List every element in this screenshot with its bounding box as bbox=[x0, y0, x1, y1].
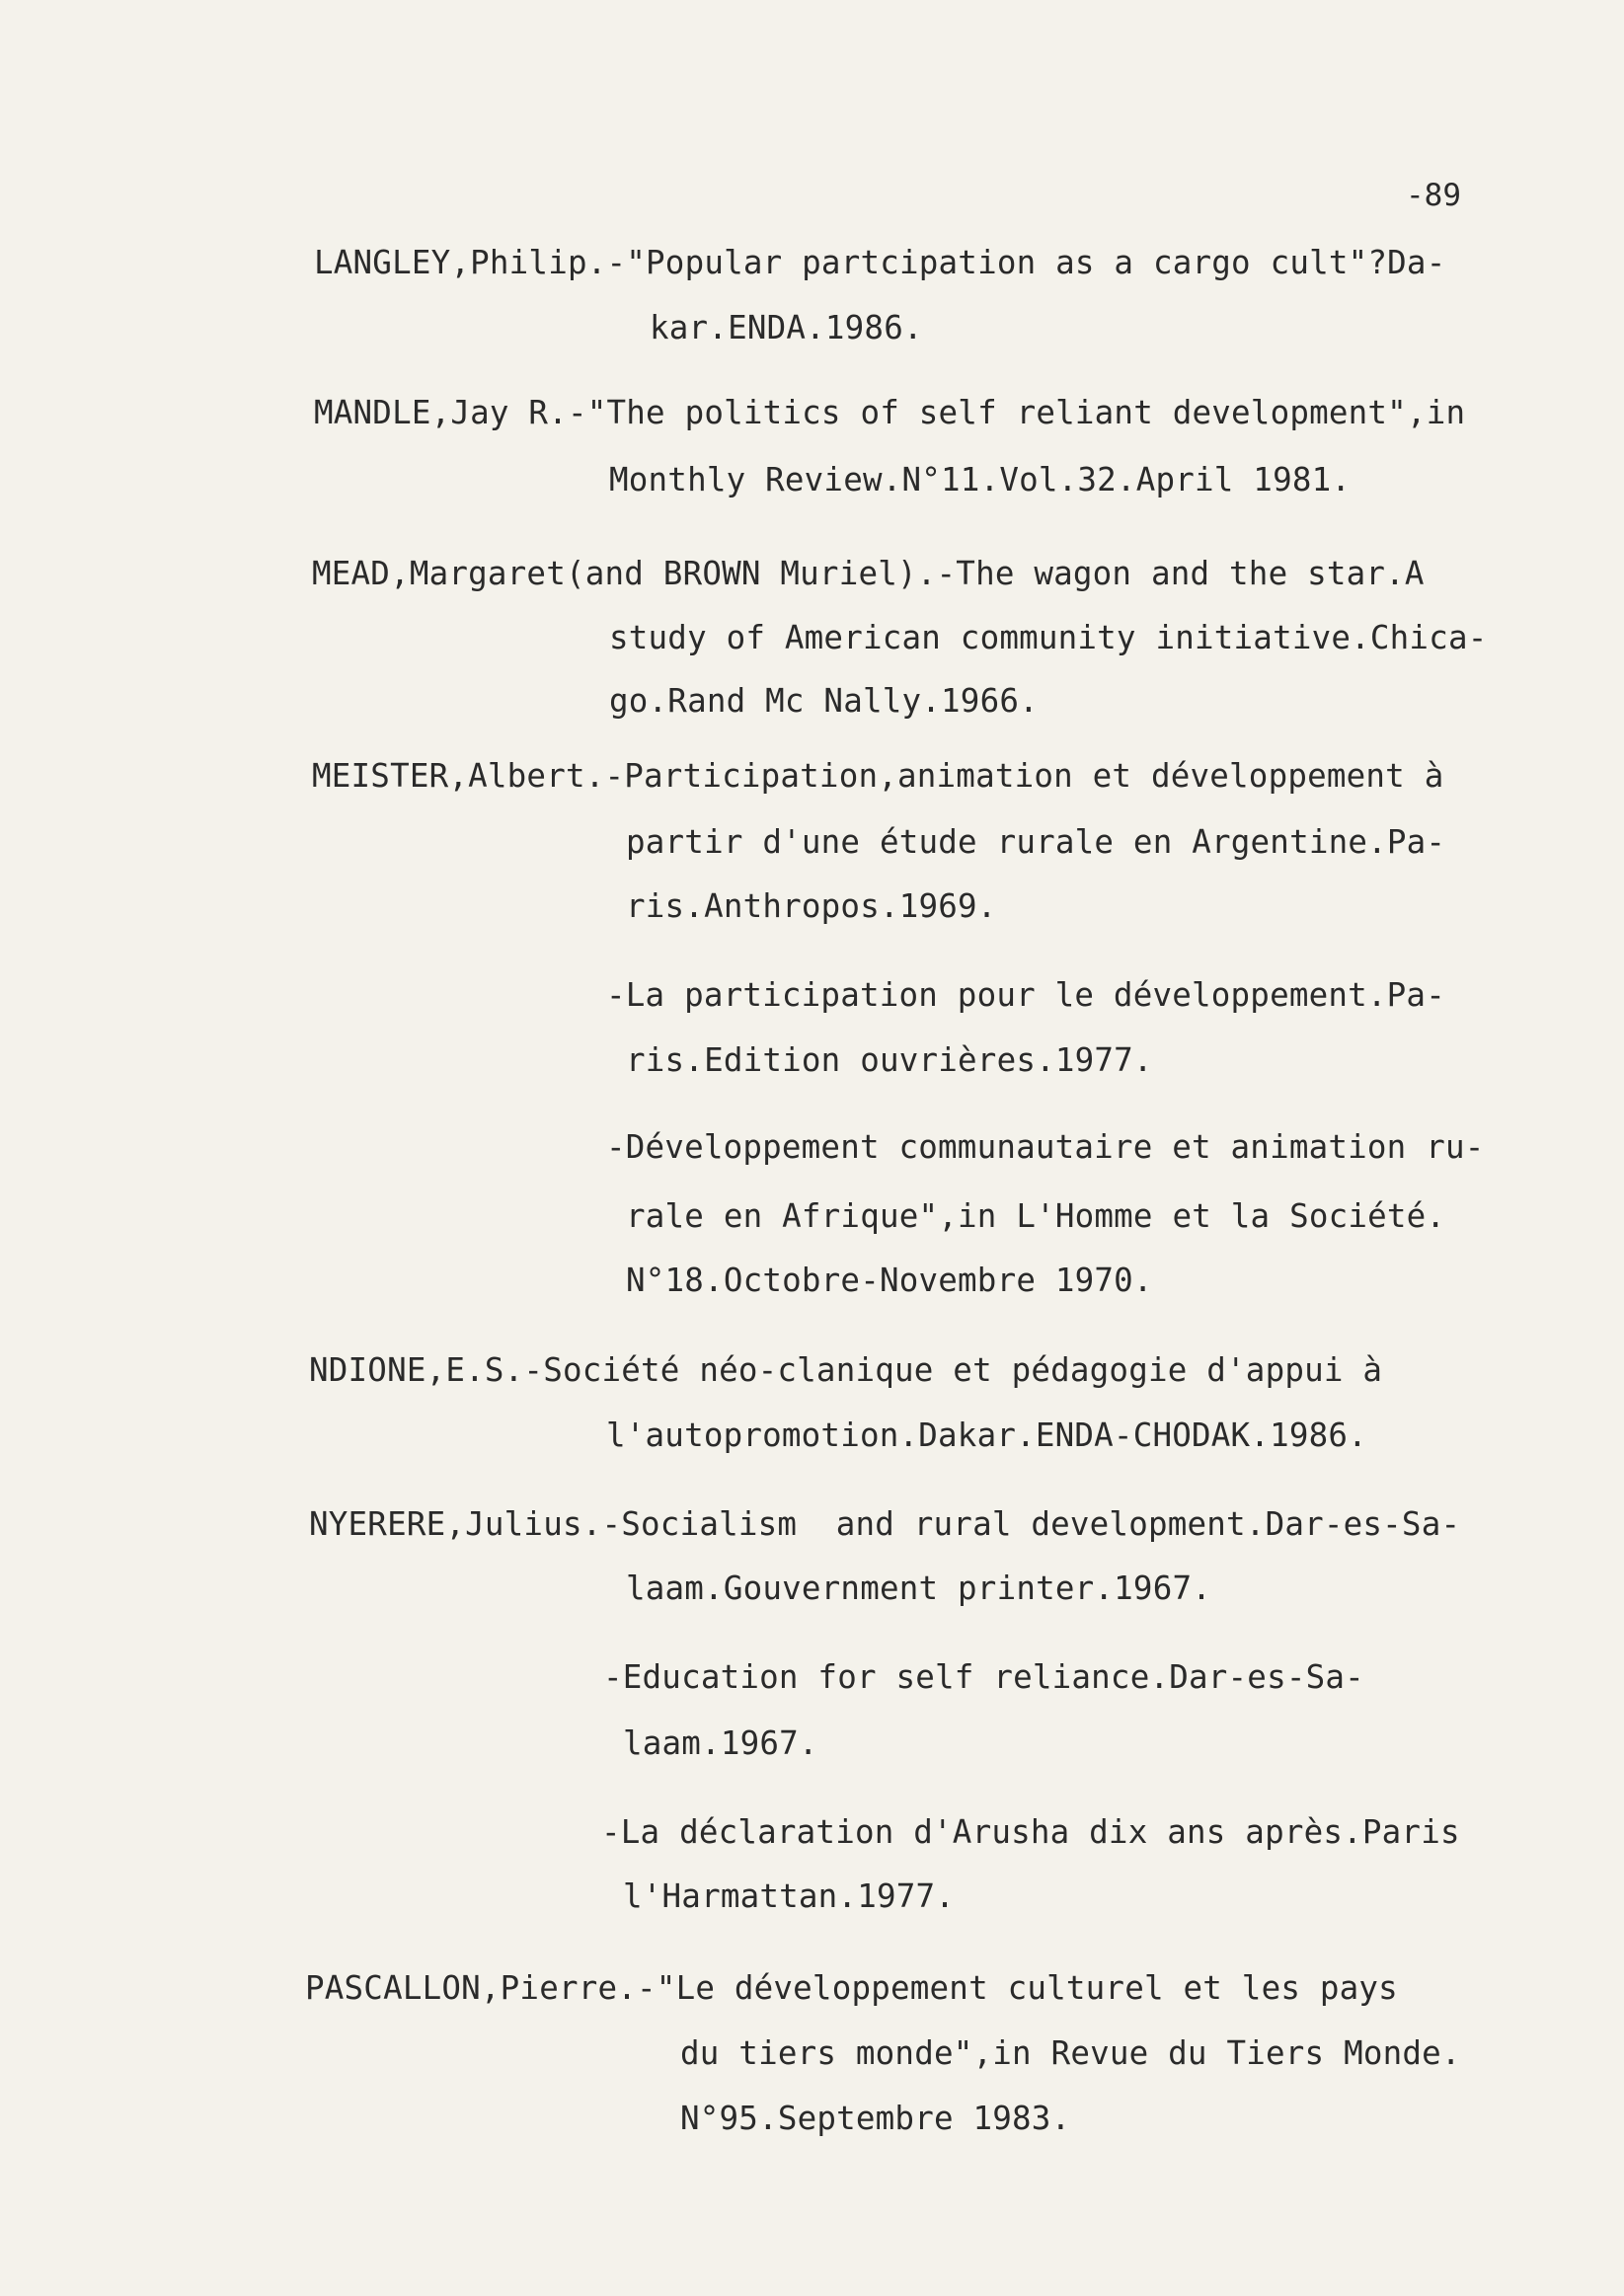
entry-langley-line-2: kar.ENDA.1986. bbox=[650, 309, 923, 346]
entry-meister-2-line-2: ris.Edition ouvrières.1977. bbox=[626, 1041, 1153, 1079]
entry-meister-line-3: ris.Anthropos.1969. bbox=[626, 887, 997, 925]
entry-langley-line-1: LANGLEY,Philip.-"Popular partcipation as a cargo cult"?Da- bbox=[314, 244, 1446, 281]
entry-ndione-line-2: l'autopromotion.Dakar.ENDA-CHODAK.1986. bbox=[606, 1416, 1367, 1454]
entry-pascallon-line-3: N°95.Septembre 1983. bbox=[680, 2100, 1071, 2137]
entry-meister-3-line-3: N°18.Octobre-Novembre 1970. bbox=[626, 1262, 1153, 1299]
entry-mandle-line-2: Monthly Review.N°11.Vol.32.April 1981. bbox=[609, 461, 1352, 498]
entry-mead-line-2: study of American community initiative.Chica- bbox=[609, 619, 1488, 656]
entry-pascallon-line-2: du tiers monde",in Revue du Tiers Monde. bbox=[680, 2034, 1461, 2072]
entry-nyerere-line-2: laam.Gouvernment printer.1967. bbox=[626, 1569, 1211, 1607]
entry-meister-line-1: MEISTER,Albert.-Participation,animation et développement à bbox=[312, 757, 1444, 795]
entry-nyerere-2-line-1: -Education for self reliance.Dar-es-Sa- bbox=[603, 1658, 1364, 1696]
entry-meister-3-line-2: rale en Afrique",in L'Homme et la Société. bbox=[626, 1197, 1446, 1235]
entry-mead-line-3: go.Rand Mc Nally.1966. bbox=[609, 682, 1039, 720]
entry-nyerere-3-line-1: -La déclaration d'Arusha dix ans après.Paris bbox=[601, 1813, 1460, 1851]
entry-ndione-line-1: NDIONE,E.S.-Société néo-clanique et pédagogie d'appui à bbox=[309, 1351, 1383, 1389]
entry-nyerere-3-line-2: l'Harmattan.1977. bbox=[623, 1877, 956, 1915]
page-number: -89 bbox=[1406, 178, 1461, 213]
entry-nyerere-2-line-2: laam.1967. bbox=[623, 1724, 818, 1762]
entry-mandle-line-1: MANDLE,Jay R.-"The politics of self reliant development",in bbox=[314, 394, 1466, 431]
entry-meister-3-line-1: -Développement communautaire et animation ru- bbox=[606, 1128, 1485, 1166]
entry-meister-2-line-1: -La participation pour le développement.Pa- bbox=[606, 976, 1445, 1014]
entry-mead-line-1: MEAD,Margaret(and BROWN Muriel).-The wagon and the star.A bbox=[312, 555, 1425, 592]
entry-meister-line-2: partir d'une étude rurale en Argentine.Pa- bbox=[626, 823, 1446, 861]
entry-nyerere-line-1: NYERERE,Julius.-Socialism and rural development.Dar-es-Sa- bbox=[309, 1505, 1461, 1543]
entry-pascallon-line-1: PASCALLON,Pierre.-"Le développement culturel et les pays bbox=[305, 1969, 1398, 2007]
